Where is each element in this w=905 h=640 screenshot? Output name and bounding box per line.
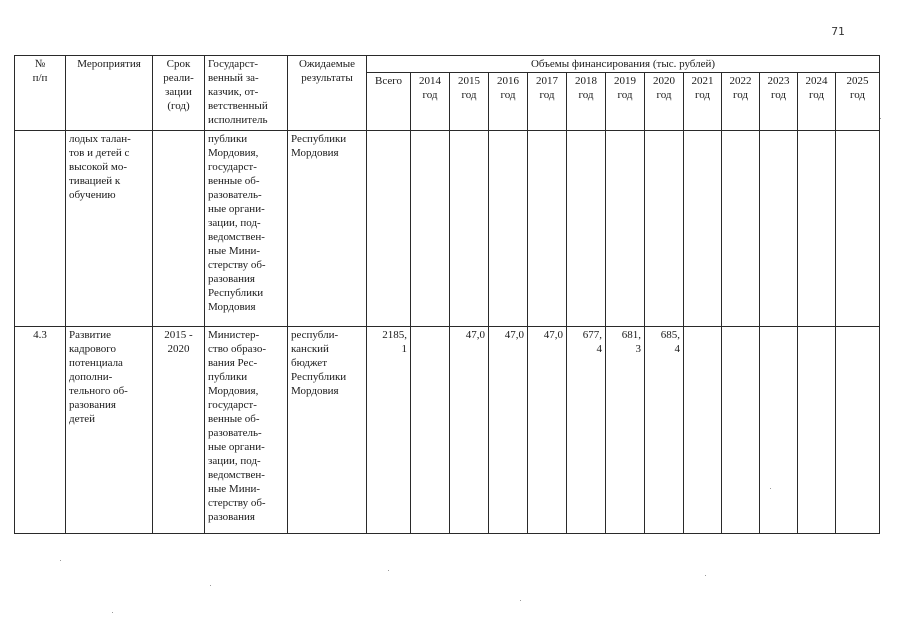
row-year-value <box>489 131 528 327</box>
row-number: 4.3 <box>15 327 66 534</box>
row-term <box>153 131 205 327</box>
row-total: 2185, 1 <box>367 327 411 534</box>
header-year: 2025 год <box>836 73 880 131</box>
row-year-value: 681, 3 <box>606 327 645 534</box>
scan-speck <box>705 575 706 576</box>
row-executor: публики Мордовия, государст- венные об- разователь- ные органи- зации, под- ведомствен- ные Мини- стерству об- разования Республики Мордовия <box>205 131 288 327</box>
header-results: Ожидаемые результаты <box>288 56 367 131</box>
header-number: № п/п <box>15 56 66 131</box>
table-row <box>15 327 880 534</box>
row-year-value <box>722 327 760 534</box>
scan-speck <box>210 585 211 586</box>
header-year: 2016 год <box>489 73 528 131</box>
row-result: Республики Мордовия <box>288 131 367 327</box>
header-financing: Объемы финансирования (тыс. рублей) <box>367 56 880 73</box>
header-year: 2014 год <box>411 73 450 131</box>
financing-table <box>14 55 880 534</box>
header-row <box>15 56 880 73</box>
row-year-value <box>450 131 489 327</box>
row-activity: Развитие кадрового потенциала дополни- тельного об- разования детей <box>66 327 153 534</box>
row-term: 2015 - 2020 <box>153 327 205 534</box>
row-number <box>15 131 66 327</box>
row-executor: Министер- ство образо- вания Рес- публики Мордовия, государст- венные об- разователь- ные органи- зации, под- ведомствен- ные Мини- стерству об- разования <box>205 327 288 534</box>
header-term: Срок реали- зации (год) <box>153 56 205 131</box>
row-year-value <box>411 131 450 327</box>
header-year: 2018 год <box>567 73 606 131</box>
header-year: 2022 год <box>722 73 760 131</box>
row-year-value <box>411 327 450 534</box>
header-year: 2020 год <box>645 73 684 131</box>
page-number: 71 <box>831 25 845 38</box>
row-year-value <box>606 131 645 327</box>
row-year-value <box>645 131 684 327</box>
row-year-value: 47,0 <box>489 327 528 534</box>
header-year: 2024 год <box>798 73 836 131</box>
header-year: 2015 год <box>450 73 489 131</box>
row-year-value <box>528 131 567 327</box>
header-year: 2023 год <box>760 73 798 131</box>
scan-speck <box>880 118 881 119</box>
row-year-value: 47,0 <box>450 327 489 534</box>
row-result: республи- канский бюджет Республики Мордовия <box>288 327 367 534</box>
row-year-value <box>760 131 798 327</box>
row-year-value <box>684 131 722 327</box>
row-total <box>367 131 411 327</box>
scan-speck <box>520 600 521 601</box>
row-year-value <box>760 327 798 534</box>
header-year: 2017 год <box>528 73 567 131</box>
row-year-value: 677, 4 <box>567 327 606 534</box>
row-year-value: 47,0 <box>528 327 567 534</box>
row-year-value <box>722 131 760 327</box>
header-total: Всего <box>367 73 411 131</box>
row-year-value <box>836 327 880 534</box>
table-row <box>15 131 880 327</box>
row-year-value: 685, 4 <box>645 327 684 534</box>
scan-speck <box>388 570 389 571</box>
row-year-value <box>567 131 606 327</box>
row-year-value <box>684 327 722 534</box>
header-year: 2021 год <box>684 73 722 131</box>
row-year-value <box>798 131 836 327</box>
scan-speck <box>770 488 771 489</box>
row-year-value <box>798 327 836 534</box>
scan-speck <box>60 560 61 561</box>
row-activity: лодых талан- тов и детей с высокой мо- тивацией к обучению <box>66 131 153 327</box>
header-activities: Мероприятия <box>66 56 153 131</box>
row-year-value <box>836 131 880 327</box>
header-year: 2019 год <box>606 73 645 131</box>
header-executor: Государст- венный за- казчик, от- ветственный исполнитель <box>205 56 288 131</box>
scan-speck <box>112 612 113 613</box>
